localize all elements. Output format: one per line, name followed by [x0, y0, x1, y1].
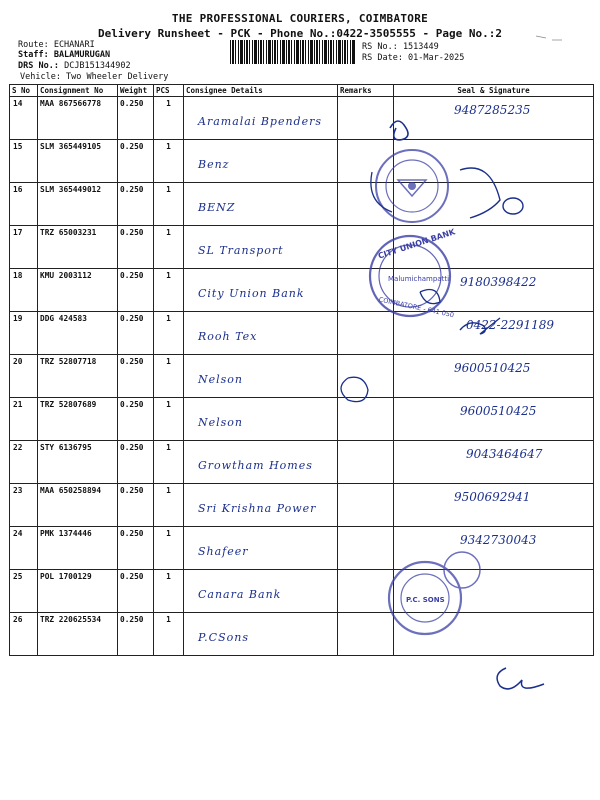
- consignee-handwriting: BENZ: [198, 201, 236, 214]
- row-weight: 0.250: [118, 140, 154, 183]
- signature-handwriting: 9600510425: [454, 361, 531, 375]
- table-row: [10, 269, 594, 312]
- consignee-handwriting: Aramalai Bpenders: [198, 115, 323, 128]
- consignee-handwriting: Benz: [198, 158, 230, 171]
- consignee-handwriting: Growtham Homes: [198, 459, 313, 472]
- row-consignee-details: [184, 484, 338, 527]
- signature-handwriting: 9500692941: [454, 490, 531, 504]
- row-remarks: [338, 97, 394, 140]
- row-sno: 14: [10, 97, 38, 140]
- consignee-handwriting: Shafeer: [198, 545, 249, 558]
- drs-value: DCJB151344902: [64, 61, 131, 71]
- row-consignee-details: [184, 398, 338, 441]
- signature-handwriting: 9600510425: [460, 404, 537, 418]
- row-weight: 0.250: [118, 570, 154, 613]
- row-seal-signature: [394, 269, 594, 312]
- table-row: [10, 613, 594, 656]
- row-remarks: [338, 140, 394, 183]
- stamp-cub-mid: Malumichampatti: [388, 275, 450, 283]
- row-consignment-no: TRZ 52807718: [38, 355, 118, 398]
- row-pcs: 1: [154, 140, 184, 183]
- row-consignment-no: SLM 365449012: [38, 183, 118, 226]
- page-initials: [497, 668, 544, 689]
- col-consignment: Consignment No: [38, 85, 118, 97]
- row-weight: 0.250: [118, 312, 154, 355]
- row-sno: 15: [10, 140, 38, 183]
- signature-handwriting: 0422-2291189: [466, 318, 555, 332]
- table-header-row: [10, 85, 594, 97]
- row-remarks: [338, 527, 394, 570]
- row-pcs: 1: [154, 570, 184, 613]
- row-consignee-details: [184, 570, 338, 613]
- row-consignee-details: [184, 613, 338, 656]
- row-pcs: 1: [154, 183, 184, 226]
- row-consignment-no: POL 1700129: [38, 570, 118, 613]
- row-consignment-no: PMK 1374446: [38, 527, 118, 570]
- row-weight: 0.250: [118, 527, 154, 570]
- row-pcs: 1: [154, 613, 184, 656]
- row-remarks: [338, 355, 394, 398]
- row-weight: 0.250: [118, 226, 154, 269]
- row-pcs: 1: [154, 226, 184, 269]
- row-pcs: 1: [154, 484, 184, 527]
- row-seal-signature: [394, 355, 594, 398]
- row-seal-signature: [394, 570, 594, 613]
- row-consignment-no: MAA 867566778: [38, 97, 118, 140]
- row-weight: 0.250: [118, 398, 154, 441]
- consignee-handwriting: Nelson: [198, 416, 244, 429]
- row-seal-signature: [394, 398, 594, 441]
- consignee-handwriting: Sri Krishna Power: [198, 502, 317, 515]
- signature-handwriting: 9342730043: [460, 533, 537, 547]
- row-seal-signature: [394, 484, 594, 527]
- row-weight: 0.250: [118, 355, 154, 398]
- row-remarks: [338, 398, 394, 441]
- row-seal-signature: [394, 140, 594, 183]
- row-sno: 16: [10, 183, 38, 226]
- table-row: [10, 570, 594, 613]
- row-consignee-details: [184, 183, 338, 226]
- row-remarks: [338, 226, 394, 269]
- stamp-pc-sons-text: P.C. SONS: [406, 596, 445, 604]
- row-sno: 20: [10, 355, 38, 398]
- row-weight: 0.250: [118, 97, 154, 140]
- row-sno: 25: [10, 570, 38, 613]
- table-row: [10, 355, 594, 398]
- row-pcs: 1: [154, 527, 184, 570]
- row-weight: 0.250: [118, 613, 154, 656]
- table-row: [10, 226, 594, 269]
- row-consignee-details: [184, 355, 338, 398]
- row-seal-signature: [394, 97, 594, 140]
- stamp-cub-bottom: COIMBATORE - 641 050: [378, 295, 455, 320]
- row-remarks: [338, 269, 394, 312]
- rs-number: RS No.: 1513449: [362, 42, 439, 52]
- row-seal-signature: [394, 441, 594, 484]
- row-pcs: 1: [154, 269, 184, 312]
- row-weight: 0.250: [118, 183, 154, 226]
- barcode: [230, 40, 356, 64]
- row-remarks: [338, 441, 394, 484]
- signature-handwriting: 9043464647: [466, 447, 543, 461]
- row-sno: 22: [10, 441, 38, 484]
- consignee-handwriting: City Union Bank: [198, 287, 305, 300]
- row-consignee-details: [184, 97, 338, 140]
- row-pcs: 1: [154, 355, 184, 398]
- signature-handwriting: 9487285235: [454, 103, 531, 117]
- col-pcs: PCS: [154, 85, 184, 97]
- row-remarks: [338, 312, 394, 355]
- drs-number: [18, 61, 131, 72]
- table-row: [10, 484, 594, 527]
- row-pcs: 1: [154, 398, 184, 441]
- table-row: [10, 140, 594, 183]
- col-remarks: Remarks: [338, 85, 394, 97]
- signature-handwriting: 9180398422: [460, 275, 537, 289]
- route-label: Route: ECHANARI: [18, 40, 95, 50]
- row-sno: 21: [10, 398, 38, 441]
- vehicle-label: Vehicle: Two Wheeler Delivery: [20, 72, 169, 82]
- consignee-handwriting: Rooh Tex: [198, 330, 258, 343]
- row-consignee-details: [184, 140, 338, 183]
- row-consignee-details: [184, 441, 338, 484]
- row-remarks: [338, 183, 394, 226]
- row-remarks: [338, 613, 394, 656]
- consignee-handwriting: P.CSons: [198, 631, 249, 644]
- row-seal-signature: [394, 226, 594, 269]
- col-sno: S No: [10, 85, 38, 97]
- row-seal-signature: [394, 183, 594, 226]
- runsheet-title: Delivery Runsheet - PCK - Phone No.:0422-3505555 - Page No.:2: [98, 27, 502, 40]
- rs-date: RS Date: 01-Mar-2025: [362, 53, 465, 63]
- row-weight: 0.250: [118, 441, 154, 484]
- company-title: THE PROFESSIONAL COURIERS, COIMBATORE: [171, 12, 429, 25]
- runsheet-table: [9, 84, 594, 656]
- drs-label: DRS No.:: [18, 61, 59, 71]
- row-consignment-no: KMU 2003112: [38, 269, 118, 312]
- row-seal-signature: [394, 613, 594, 656]
- col-consignee: Consignee Details: [184, 85, 338, 97]
- row-weight: 0.250: [118, 484, 154, 527]
- table-row: [10, 527, 594, 570]
- row-sno: 18: [10, 269, 38, 312]
- consignee-handwriting: Canara Bank: [198, 588, 282, 601]
- table-row: [10, 183, 594, 226]
- table-row: [10, 97, 594, 140]
- consignee-handwriting: Nelson: [198, 373, 244, 386]
- row-consignment-no: TRZ 65003231: [38, 226, 118, 269]
- row-sno: 26: [10, 613, 38, 656]
- stamp-cub-top: CITY UNION BANK: [376, 227, 457, 261]
- row-seal-signature: [394, 312, 594, 355]
- table-row: [10, 441, 594, 484]
- row-pcs: 1: [154, 97, 184, 140]
- row-consignment-no: DDG 424583: [38, 312, 118, 355]
- row-weight: 0.250: [118, 269, 154, 312]
- row-sno: 23: [10, 484, 38, 527]
- row-consignment-no: TRZ 220625534: [38, 613, 118, 656]
- col-weight: Weight: [118, 85, 154, 97]
- row-sno: 19: [10, 312, 38, 355]
- row-seal-signature: [394, 527, 594, 570]
- row-consignee-details: [184, 527, 338, 570]
- row-consignment-no: STY 6136795: [38, 441, 118, 484]
- row-consignment-no: MAA 650258894: [38, 484, 118, 527]
- row-consignee-details: [184, 226, 338, 269]
- table-row: [10, 398, 594, 441]
- row-pcs: 1: [154, 312, 184, 355]
- row-consignee-details: [184, 312, 338, 355]
- row-consignee-details: [184, 269, 338, 312]
- staff-label: Staff: BALAMURUGAN: [18, 50, 111, 60]
- row-pcs: 1: [154, 441, 184, 484]
- row-sno: 17: [10, 226, 38, 269]
- row-consignment-no: SLM 365449105: [38, 140, 118, 183]
- table-row: [10, 312, 594, 355]
- row-consignment-no: TRZ 52807689: [38, 398, 118, 441]
- col-signature: Seal & Signature: [394, 85, 594, 97]
- consignee-handwriting: SL Transport: [198, 244, 284, 257]
- row-remarks: [338, 484, 394, 527]
- row-remarks: [338, 570, 394, 613]
- row-sno: 24: [10, 527, 38, 570]
